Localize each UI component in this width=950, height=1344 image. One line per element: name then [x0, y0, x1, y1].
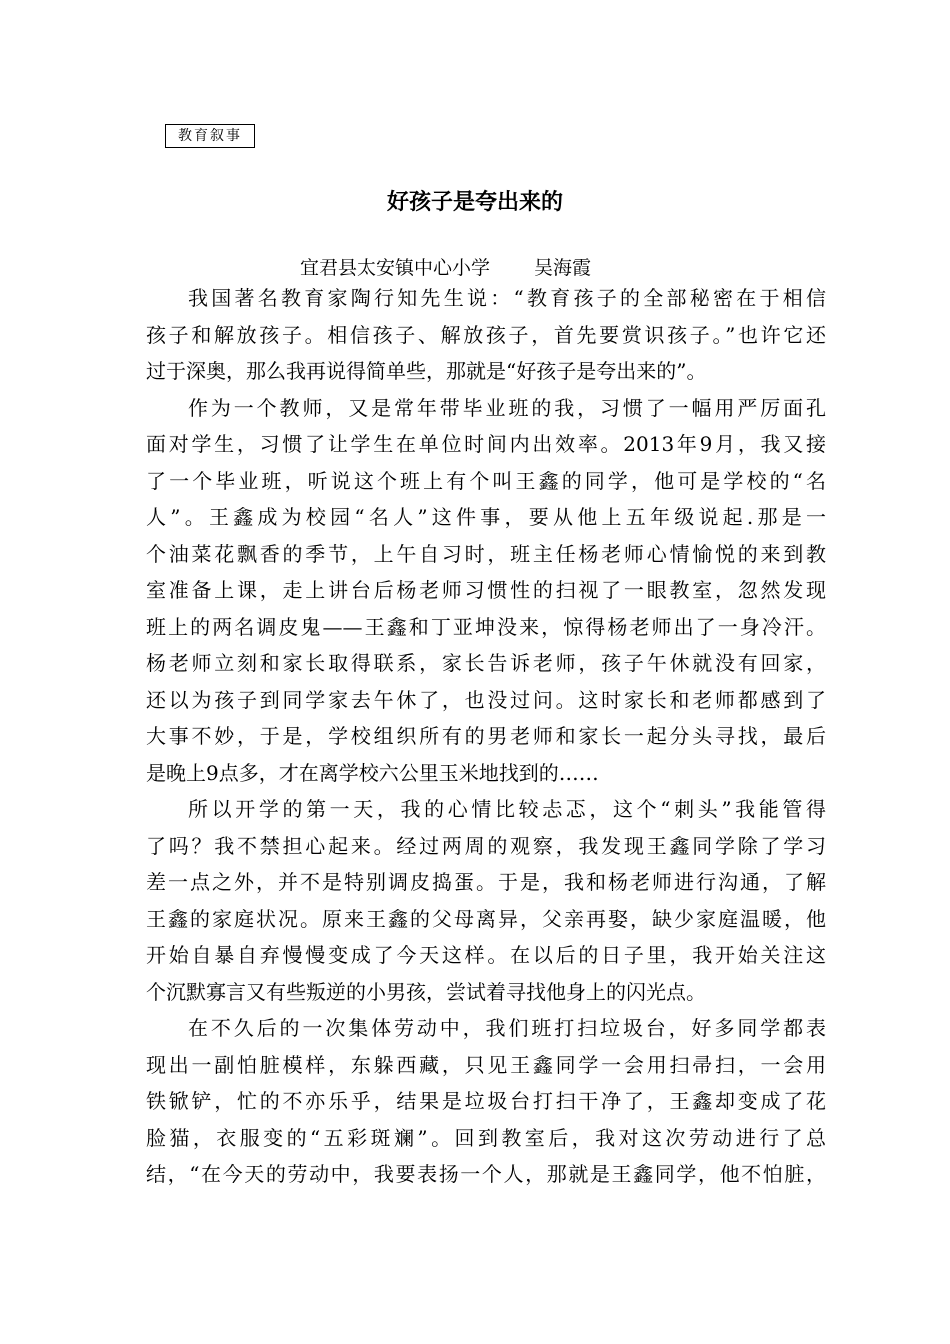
body-line: 所以开学的第一天，我的心情比较忐忑，这个“刺头”我能管得: [188, 797, 826, 821]
body-line: 班上的两名调皮鬼——王鑫和丁亚坤没来，惊得杨老师出了一身冷汗。: [146, 614, 826, 639]
article-body: [146, 280, 826, 1193]
body-line: 了吗？我不禁担心起来。经过两周的观察，我发现王鑫同学除了学习: [146, 833, 826, 858]
article-title: 好孩子是夸出来的: [386, 190, 563, 215]
body-line: 结，“在今天的劳动中，我要表扬一个人，那就是王鑫同学，他不怕脏，: [146, 1162, 826, 1186]
body-line: 脸猫，衣服变的“五彩斑斓”。回到教室后，我对这次劳动进行了总: [146, 1125, 826, 1150]
category-tag: 教育叙事: [165, 124, 255, 148]
byline: [300, 255, 591, 281]
body-line: 孩子和解放孩子。相信孩子、解放孩子，首先要赏识孩子。”也许它还: [146, 322, 826, 347]
body-line: 是晚上9点多，才在离学校六公里玉米地找到的……: [146, 760, 599, 785]
body-line: 杨老师立刻和家长取得联系，家长告诉老师，孩子午休就没有回家，: [146, 651, 826, 675]
body-line: 现出一副怕脏模样，东躲西藏，只见王鑫同学一会用扫帚扫，一会用: [146, 1052, 826, 1077]
body-line: 我国著名教育家陶行知先生说：“教育孩子的全部秘密在于相信: [188, 286, 826, 310]
body-line: 差一点之外，并不是特别调皮捣蛋。于是，我和杨老师进行沟通，了解: [146, 870, 826, 894]
body-line: 了一个毕业班，听说这个班上有个叫王鑫的同学，他可是学校的“名: [146, 468, 826, 493]
body-line: 在不久后的一次集体劳动中，我们班打扫垃圾台，好多同学都表: [188, 1016, 826, 1040]
body-line: 面对学生，习惯了让学生在单位时间内出效率。2013年9月，我又接: [146, 432, 826, 456]
body-line: 作为一个教师，又是常年带毕业班的我，习惯了一幅用严厉面孔: [188, 395, 826, 420]
body-line: 人”。王鑫成为校园“名人”这件事，要从他上五年级说起.那是一: [146, 505, 826, 529]
school-name: 宜君县太安镇中心小学: [300, 257, 491, 279]
body-line: 还以为孩子到同学家去午休了，也没过问。这时家长和老师都感到了: [146, 687, 826, 712]
body-line: 王鑫的家庭状况。原来王鑫的父母离异，父亲再娶，缺少家庭温暖，他: [146, 906, 826, 931]
body-line: 过于深奥，那么我再说得简单些，那就是“好孩子是夸出来的”。: [146, 359, 707, 383]
body-line: 个油菜花飘香的季节，上午自习时，班主任杨老师心情愉悦的来到教: [146, 541, 826, 566]
author-name: 吴海霞: [534, 257, 592, 279]
body-line: 个沉默寡言又有些叛逆的小男孩，尝试着寻找他身上的闪光点。: [146, 979, 706, 1004]
body-line: 铁锨铲，忙的不亦乐乎，结果是垃圾台打扫干净了，王鑫却变成了花: [146, 1089, 826, 1113]
body-line: 开始自暴自弃慢慢变成了今天这样。在以后的日子里，我开始关注这: [146, 943, 826, 967]
body-line: 大事不妙，于是，学校组织所有的男老师和家长一起分头寻找，最后: [146, 724, 826, 748]
body-line: 室准备上课，走上讲台后杨老师习惯性的扫视了一眼教室，忽然发现: [146, 578, 826, 602]
